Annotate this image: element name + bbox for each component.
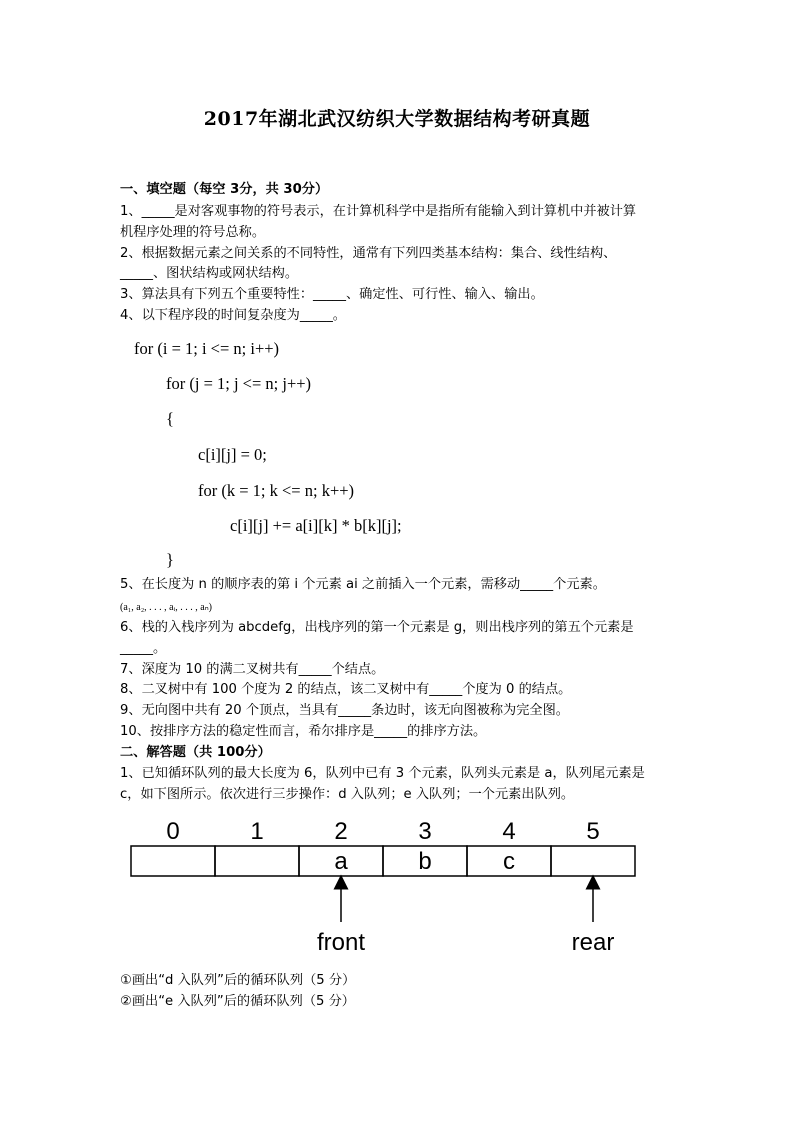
question-3: 3、算法具有下列五个重要特性：_____、确定性、可行性、输入、输出。 [120,287,544,302]
question-10: 10、按排序方法的稳定性而言，希尔排序是_____的排序方法。 [120,724,487,739]
answer-subquestion-2: ②画出“e 入队列”后的循环队列（5 分） [120,994,355,1009]
code-line-1: for (i = 1; i <= n; i++) [134,339,280,358]
rear-label: rear [571,929,615,956]
question-1-line2: 机程序处理的符号总称。 [120,225,266,240]
queue-cell-value-2: a [334,848,348,875]
question-5-note: (a₁, a₂, . . . , aᵢ, . . . , aₙ) [120,602,213,613]
question-6-line2: _____。 [120,641,167,656]
answer-question-1-line2: c，如下图所示。依次进行三步操作：d 入队列；e 入队列；一个元素出队列。 [120,787,575,802]
queue-index-5: 5 [586,818,600,845]
code-line-6: c[i][j] += a[i][k] * b[k][j]; [230,516,402,535]
code-line-3: { [166,409,174,428]
queue-index-1: 1 [250,818,264,845]
answer-subquestion-1: ①画出“d 入队列”后的循环队列（5 分） [120,973,356,988]
section1-heading: 一、填空题（每空 3分，共 30分） [120,182,329,197]
queue-index-0: 0 [166,818,180,845]
queue-cell-0 [131,846,215,876]
question-2-line1: 2、根据数据元素之间关系的不同特性，通常有下列四类基本结构：集合、线性结构、 [120,246,617,261]
queue-cell-value-4: c [503,848,515,875]
question-4: 4、以下程序段的时间复杂度为_____。 [120,308,346,323]
code-line-2: for (j = 1; j <= n; j++) [166,374,312,393]
question-9: 9、无向图中共有 20 个顶点，当具有_____条边时，该无向图被称为完全图。 [120,703,569,718]
queue-cell-1 [215,846,299,876]
queue-index-4: 4 [502,818,516,845]
page-title: 2017年湖北武汉纺织大学数据结构考研真题 [203,108,591,130]
front-label: front [316,929,366,956]
question-8: 8、二叉树中有 100 个度为 2 的结点，该二叉树中有_____个度为 0 的结点。 [120,682,572,697]
code-line-5: for (k = 1; k <= n; k++) [198,481,355,500]
question-5: 5、在长度为 n 的顺序表的第 i 个元素 ai 之前插入一个元素，需移动_____个元素。 [120,577,606,592]
queue-index-2: 2 [334,818,348,845]
answer-question-1-line1: 1、已知循环队列的最大长度为 6，队列中已有 3 个元素，队列头元素是 a，队列尾元素是 [120,766,645,781]
queue-cell-value-3: b [418,848,432,875]
question-6-line1: 6、栈的入栈序列为 abcdefg，出栈序列的第一个元素是 g，则出栈序列的第五个元素是 [120,620,634,635]
code-line-7: } [166,550,174,569]
section2-heading: 二、解答题（共 100分） [120,745,271,760]
question-1-line1: 1、_____是对客观事物的符号表示，在计算机科学中是指所有能输入到计算机中并被计算 [120,204,637,219]
code-line-4: c[i][j] = 0; [198,445,267,464]
queue-cell-5 [551,846,635,876]
question-2-line2: _____、图状结构或网状结构。 [120,266,299,281]
queue-index-3: 3 [418,818,432,845]
question-7: 7、深度为 10 的满二叉树共有_____个结点。 [120,662,385,677]
